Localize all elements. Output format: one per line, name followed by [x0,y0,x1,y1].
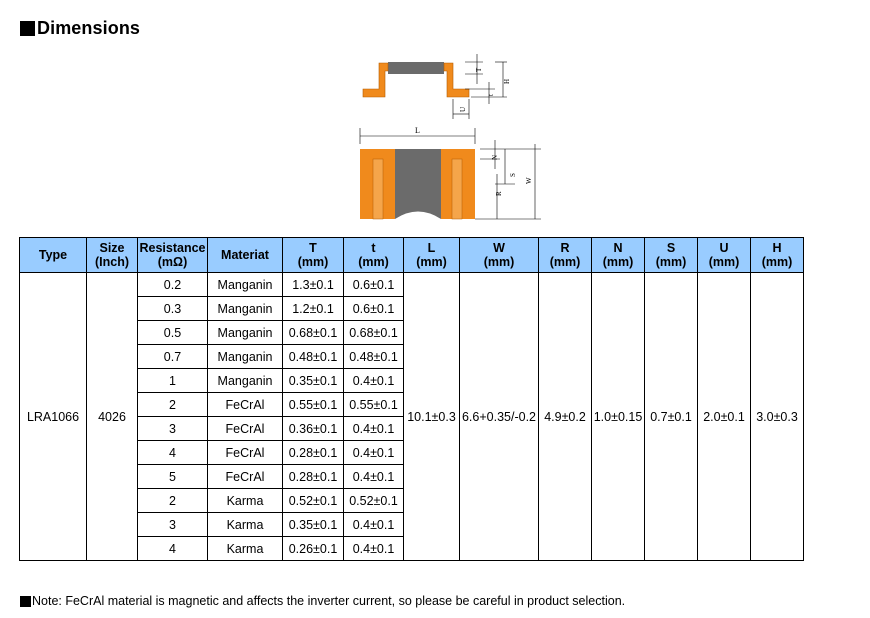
cell-t: 0.68±0.1 [344,321,404,345]
dimension-drawing [355,44,545,224]
cell-resistance: 1 [138,369,208,393]
cell-t: 0.48±0.1 [344,345,404,369]
header-type: Type [20,238,87,273]
header-size: Size (Inch) [87,238,138,273]
cell-W: 6.6+0.35/-0.2 [460,273,539,561]
cell-T: 0.48±0.1 [283,345,344,369]
top-slot-left [373,159,383,219]
cell-T: 0.28±0.1 [283,441,344,465]
dim-label-N: N [491,154,499,160]
cell-T: 0.55±0.1 [283,393,344,417]
cell-T: 1.3±0.1 [283,273,344,297]
top-body [395,149,441,219]
cell-resistance: 4 [138,537,208,561]
cell-T: 0.52±0.1 [283,489,344,513]
cell-t: 0.4±0.1 [344,369,404,393]
cell-resistance: 0.5 [138,321,208,345]
cell-material: Manganin [208,369,283,393]
cell-resistance: 0.2 [138,273,208,297]
header-L: L (mm) [404,238,460,273]
top-slot-right [452,159,462,219]
cell-U: 2.0±0.1 [698,273,751,561]
cell-T: 0.26±0.1 [283,537,344,561]
cell-t: 0.55±0.1 [344,393,404,417]
cell-type: LRA1066 [20,273,87,561]
side-body [388,62,444,74]
note-text: Note: FeCrAl material is magnetic and affects the inverter current, so please be careful in product selection. [32,594,626,608]
header-R: R (mm) [539,238,592,273]
cell-T: 0.68±0.1 [283,321,344,345]
cell-material: Manganin [208,345,283,369]
cell-t: 0.6±0.1 [344,273,404,297]
dim-label-t: t [487,94,495,96]
table-header-row [20,238,804,273]
cell-material: FeCrAl [208,441,283,465]
header-T: T (mm) [283,238,344,273]
dimensions-table [19,237,804,561]
header-N: N (mm) [592,238,645,273]
cell-resistance: 3 [138,513,208,537]
dim-label-H: H [503,78,511,84]
cell-material: Karma [208,537,283,561]
dim-label-T: T [475,67,483,72]
cell-t: 0.6±0.1 [344,297,404,321]
cell-T: 0.28±0.1 [283,465,344,489]
cell-T: 0.35±0.1 [283,369,344,393]
cell-material: Karma [208,513,283,537]
section-heading [20,18,140,39]
cell-material: Manganin [208,297,283,321]
header-H: H (mm) [751,238,804,273]
cell-S: 0.7±0.1 [645,273,698,561]
header-S: S (mm) [645,238,698,273]
cell-material: Manganin [208,273,283,297]
cell-L: 10.1±0.3 [404,273,460,561]
cell-T: 0.35±0.1 [283,513,344,537]
cell-resistance: 4 [138,441,208,465]
cell-T: 1.2±0.1 [283,297,344,321]
cell-H: 3.0±0.3 [751,273,804,561]
cell-t: 0.4±0.1 [344,417,404,441]
cell-material: FeCrAl [208,417,283,441]
cell-resistance: 2 [138,489,208,513]
cell-resistance: 0.3 [138,297,208,321]
cell-N: 1.0±0.15 [592,273,645,561]
cell-material: FeCrAl [208,465,283,489]
side-terminal-right [444,63,469,97]
cell-resistance: 5 [138,465,208,489]
cell-size: 4026 [87,273,138,561]
dim-label-S: S [509,173,517,177]
header-resistance: Resistance (mΩ) [138,238,208,273]
cell-T: 0.36±0.1 [283,417,344,441]
top-view [360,126,541,219]
square-bullet-icon [20,596,31,607]
dim-label-L: L [415,126,420,135]
cell-resistance: 2 [138,393,208,417]
cell-t: 0.4±0.1 [344,537,404,561]
cell-t: 0.4±0.1 [344,513,404,537]
cell-t: 0.4±0.1 [344,441,404,465]
side-terminal-left [363,63,388,97]
product-note [20,594,625,608]
cell-material: FeCrAl [208,393,283,417]
cell-resistance: 0.7 [138,345,208,369]
cell-resistance: 3 [138,417,208,441]
dim-label-U: U [459,106,467,112]
header-W: W (mm) [460,238,539,273]
side-view [363,54,511,119]
header-U: U (mm) [698,238,751,273]
section-title: Dimensions [37,18,141,38]
dim-label-R: R [495,191,503,196]
cell-material: Karma [208,489,283,513]
cell-t: 0.4±0.1 [344,465,404,489]
square-bullet-icon [20,21,35,36]
cell-R: 4.9±0.2 [539,273,592,561]
cell-material: Manganin [208,321,283,345]
table-row [20,273,804,297]
header-t: t (mm) [344,238,404,273]
cell-t: 0.52±0.1 [344,489,404,513]
header-material: Materiat [208,238,283,273]
dim-label-W: W [525,177,533,184]
